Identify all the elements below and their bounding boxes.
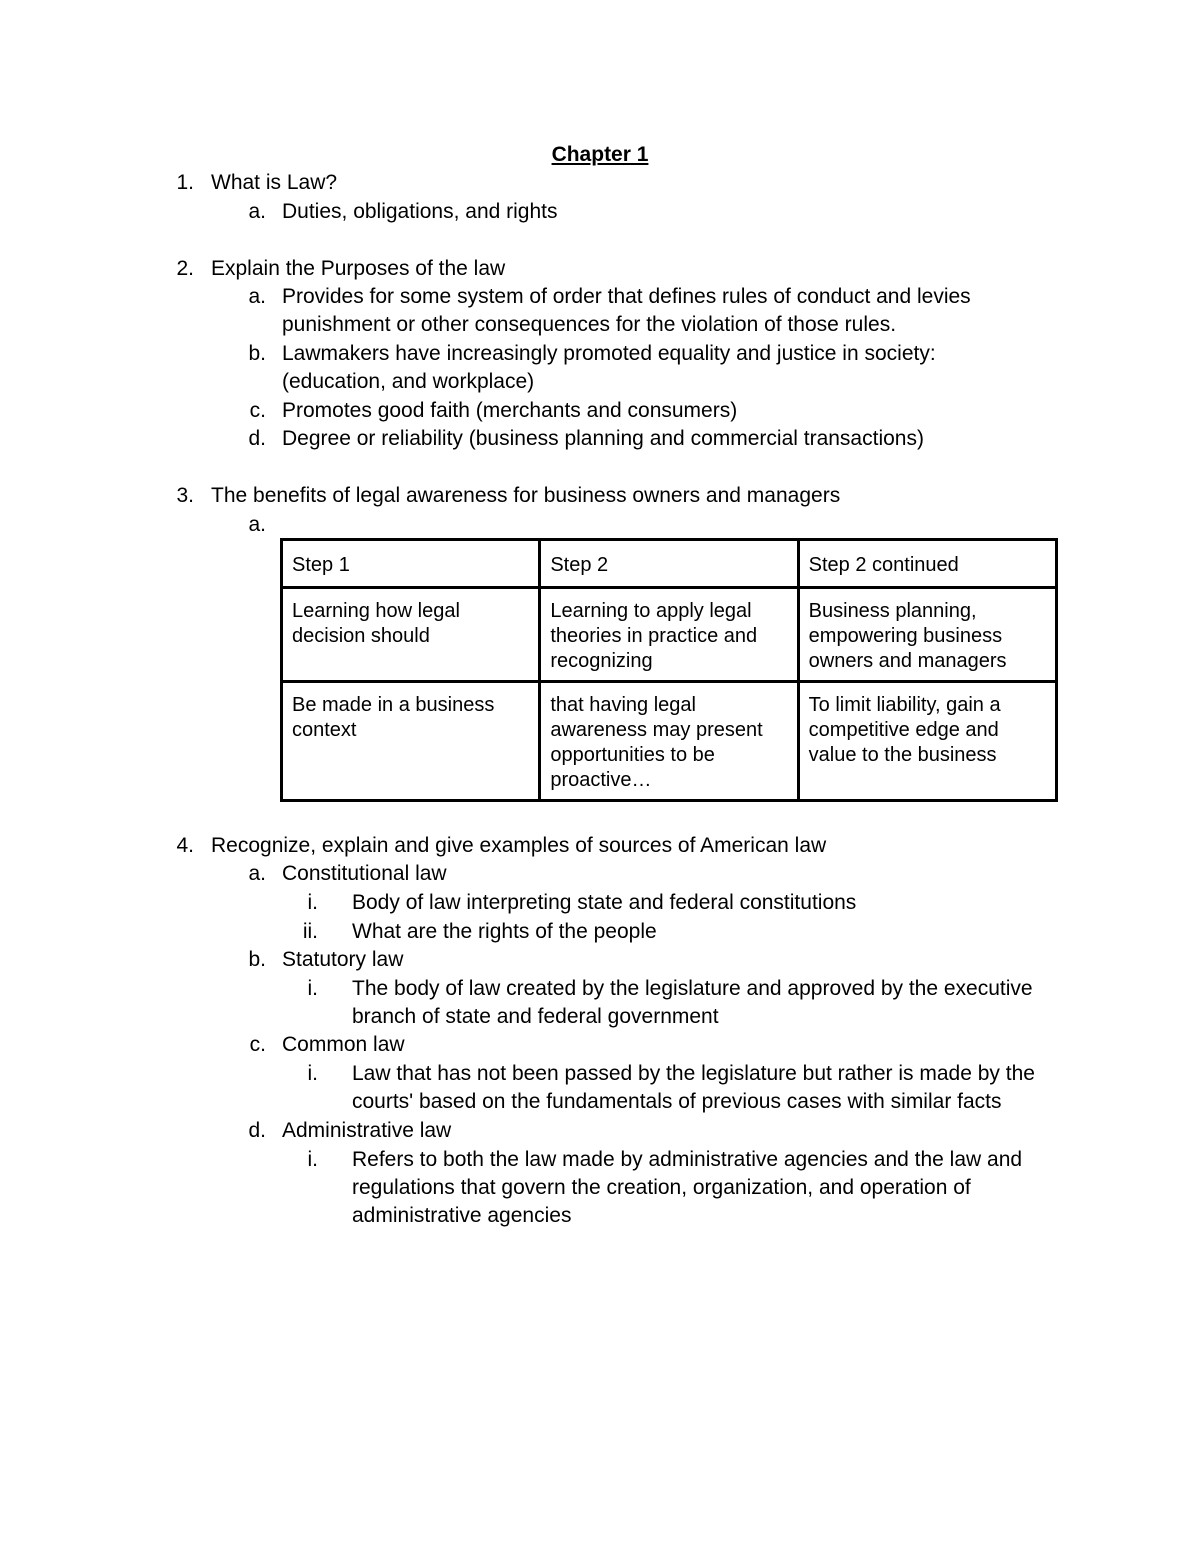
table-cell: Step 2 continued	[798, 540, 1056, 588]
list-item: Administrative law	[282, 1119, 452, 1142]
list-letter: c.	[249, 399, 266, 422]
list-item: Body of law interpreting state and federal constitutions	[352, 891, 857, 914]
list-item-continued: courts' based on the fundamentals of previous cases with similar facts	[352, 1090, 1002, 1113]
list-item: Lawmakers have increasingly promoted equality and justice in society:	[282, 342, 936, 365]
list-number: 4.	[176, 834, 194, 857]
steps-table	[280, 538, 1058, 802]
list-item-continued: (education, and workplace)	[282, 370, 535, 393]
list-item: Explain the Purposes of the law	[211, 257, 506, 280]
list-letter: b.	[248, 948, 266, 971]
list-item-continued: punishment or other consequences for the violation of those rules.	[282, 313, 897, 336]
list-item: Degree or reliability (business planning and commercial transactions)	[282, 427, 924, 450]
list-number: 1.	[176, 171, 194, 194]
list-item: Common law	[282, 1033, 405, 1056]
list-item-continued: administrative agencies	[352, 1204, 572, 1227]
list-number: 3.	[176, 484, 194, 507]
list-roman: i.	[307, 1148, 318, 1171]
list-roman: ii.	[302, 920, 318, 943]
list-letter: c.	[249, 1033, 266, 1056]
list-item: The benefits of legal awareness for business owners and managers	[211, 484, 841, 507]
list-item: What is Law?	[211, 171, 338, 194]
table-cell: Step 2	[540, 540, 798, 588]
list-item: Promotes good faith (merchants and consumers)	[282, 399, 738, 422]
table-cell: Be made in a business context	[282, 682, 540, 801]
page-title: Chapter 1	[551, 143, 649, 166]
table-cell: Business planning, empowering business owners and managers	[798, 588, 1056, 682]
list-item: Recognize, explain and give examples of sources of American law	[211, 834, 827, 857]
list-item-continued: branch of state and federal government	[352, 1005, 719, 1028]
table-cell: To limit liability, gain a competitive edge and value to the business	[798, 682, 1056, 801]
list-letter: d.	[248, 1119, 266, 1142]
list-item: Refers to both the law made by administrative agencies and the law and	[352, 1148, 1023, 1171]
list-number: 2.	[176, 257, 194, 280]
list-item: Statutory law	[282, 948, 404, 971]
table-header-row	[282, 540, 1057, 588]
table-row	[282, 682, 1057, 801]
list-roman: i.	[307, 891, 318, 914]
list-letter: a.	[248, 200, 266, 223]
list-letter: a.	[248, 862, 266, 885]
list-roman: i.	[307, 977, 318, 1000]
table-cell: Learning how legal decision should	[282, 588, 540, 682]
table-cell: Learning to apply legal theories in practice and recognizing	[540, 588, 798, 682]
list-roman: i.	[307, 1062, 318, 1085]
list-item: Duties, obligations, and rights	[282, 200, 558, 223]
table-row	[282, 588, 1057, 682]
list-letter: d.	[248, 427, 266, 450]
list-letter: a.	[248, 285, 266, 308]
table-cell: that having legal awareness may present opportunities to be proactive…	[540, 682, 798, 801]
list-item: Constitutional law	[282, 862, 447, 885]
list-item: What are the rights of the people	[352, 920, 657, 943]
list-item: The body of law created by the legislature and approved by the executive	[352, 977, 1033, 1000]
list-item-continued: regulations that govern the creation, organization, and operation of	[352, 1176, 971, 1199]
list-letter: a.	[248, 513, 266, 536]
list-letter: b.	[248, 342, 266, 365]
list-item: Law that has not been passed by the legislature but rather is made by the	[352, 1062, 1035, 1085]
list-item: Provides for some system of order that defines rules of conduct and levies	[282, 285, 971, 308]
table-cell: Step 1	[282, 540, 540, 588]
